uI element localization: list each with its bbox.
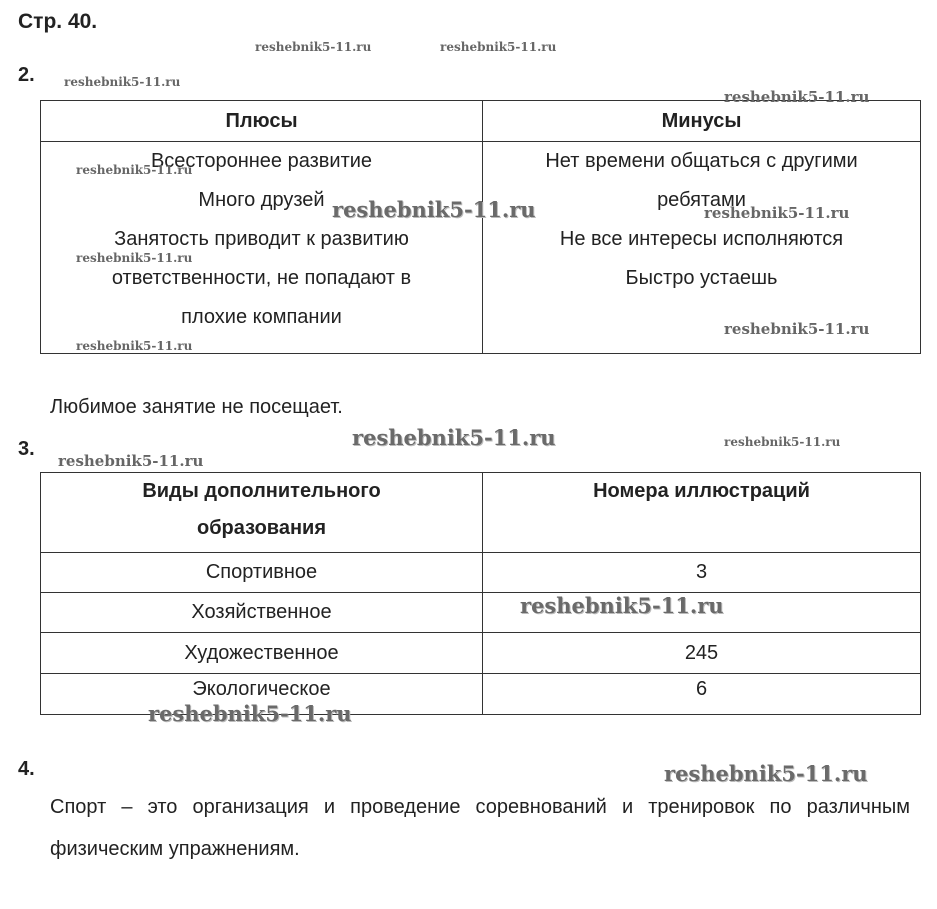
cons-item: Не все интересы исполняются [559, 228, 844, 250]
task-2-note: Любимое занятие не посещает. [50, 396, 343, 418]
education-type: Художественное [41, 633, 483, 674]
watermark: reshebnik5-11.ru [76, 163, 193, 177]
watermark: reshebnik5-11.ru [440, 40, 557, 54]
watermark: reshebnik5-11.ru [58, 452, 204, 470]
table-row [41, 633, 921, 674]
pros-item: плохие компании [181, 306, 342, 328]
cons-item: Быстро устаешь [625, 267, 778, 289]
page-heading: Стр. 40. [18, 10, 98, 33]
pros-item: Много друзей [198, 189, 325, 211]
watermark: reshebnik5-11.ru [352, 425, 556, 450]
education-type: Экологическое [41, 674, 483, 715]
education-type: Спортивное [41, 553, 483, 593]
pros-item: Всестороннее развитие [150, 150, 373, 172]
watermark: reshebnik5-11.ru [76, 251, 193, 265]
pros-header: Плюсы [41, 101, 483, 142]
illustration-numbers: 3 [483, 553, 921, 593]
watermark: reshebnik5-11.ru [255, 40, 372, 54]
watermark: reshebnik5-11.ru [724, 320, 870, 338]
pros-item: ответственности, не попадают в [111, 267, 412, 289]
watermark: reshebnik5-11.ru [704, 204, 850, 222]
watermark: reshebnik5-11.ru [664, 761, 868, 786]
table-row [41, 553, 921, 593]
education-type: Хозяйственное [41, 593, 483, 633]
task-2-number: 2. [18, 64, 35, 86]
numbers-header: Номера иллюстраций [483, 473, 921, 553]
task-3-number: 3. [18, 438, 35, 460]
pros-item: Занятость приводит к развитию [114, 228, 409, 250]
cons-item: ребятами [657, 189, 746, 211]
watermark: reshebnik5-11.ru [64, 75, 181, 89]
cons-header: Минусы [483, 101, 921, 142]
watermark: reshebnik5-11.ru [148, 701, 352, 726]
task-4-number: 4. [18, 758, 35, 780]
pros-cons-table [40, 100, 921, 354]
education-table [40, 472, 921, 715]
table-row [41, 593, 921, 633]
types-header [41, 473, 483, 553]
types-header-text: Виды дополнительного образования [142, 480, 381, 539]
watermark: reshebnik5-11.ru [332, 197, 536, 222]
task-4-text: Спорт – это организация и проведение соревнований и тренировок по различным физическим упражнениям. [50, 796, 910, 860]
watermark: reshebnik5-11.ru [520, 593, 724, 618]
watermark: reshebnik5-11.ru [76, 339, 193, 353]
watermark: reshebnik5-11.ru [724, 435, 841, 449]
illustration-numbers: 245 [483, 633, 921, 674]
illustration-numbers: 6 [483, 674, 921, 715]
watermark: reshebnik5-11.ru [724, 88, 870, 106]
cons-item: Нет времени общаться с другими [545, 150, 858, 172]
